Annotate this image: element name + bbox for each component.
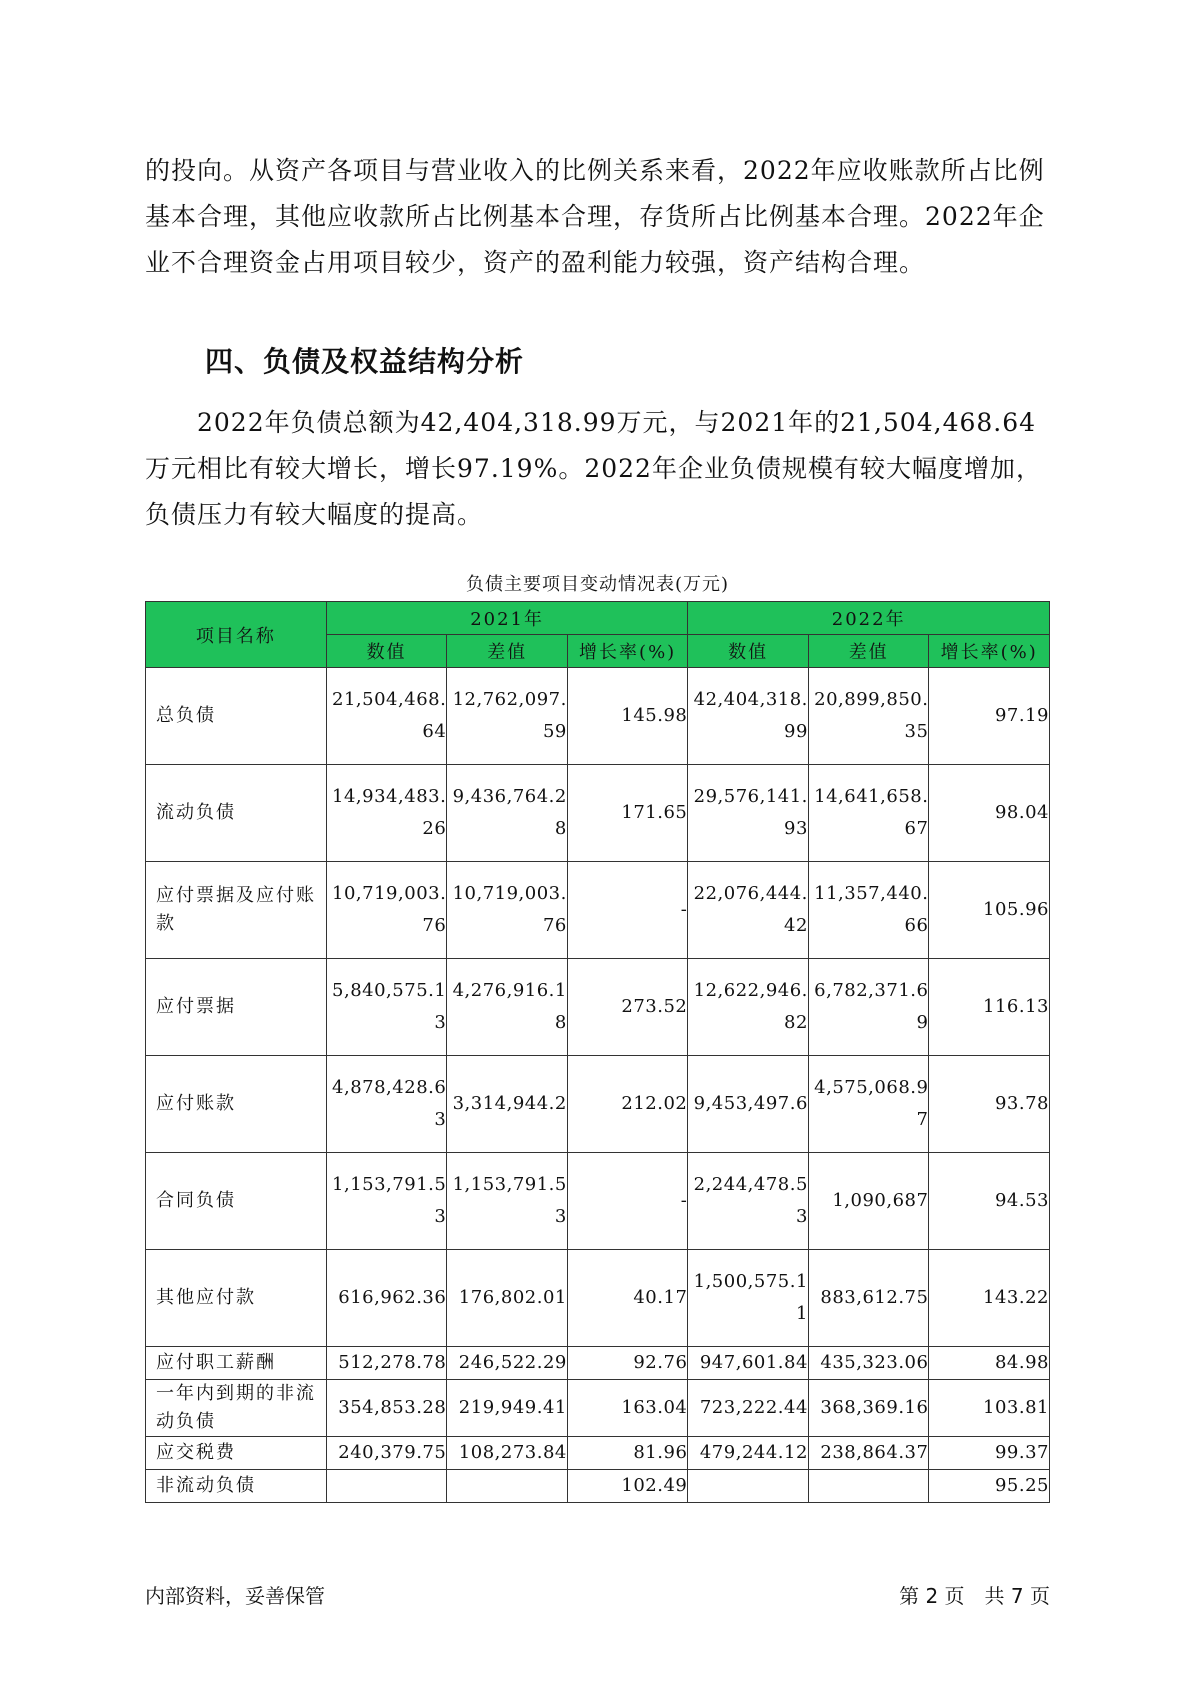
value-2021: 512,278.78 bbox=[326, 1347, 447, 1380]
row-name: 合同负债 bbox=[146, 1153, 327, 1250]
header-diff-2021: 差值 bbox=[447, 635, 568, 668]
header-item-name: 项目名称 bbox=[146, 602, 327, 668]
diff-2022: 435,323.06 bbox=[808, 1347, 929, 1380]
diff-2022: 11,357,440.66 bbox=[808, 862, 929, 959]
diff-2021: 176,802.01 bbox=[447, 1250, 568, 1347]
value-2022 bbox=[688, 1470, 809, 1503]
growth-2022: 84.98 bbox=[929, 1347, 1050, 1380]
row-name: 应付账款 bbox=[146, 1056, 327, 1153]
table-row bbox=[146, 765, 1050, 862]
header-value-2021: 数值 bbox=[326, 635, 447, 668]
footer-confidential-note: 内部资料，妥善保管 bbox=[145, 1584, 325, 1608]
table-row bbox=[146, 1250, 1050, 1347]
table-row bbox=[146, 1380, 1050, 1437]
value-2022: 723,222.44 bbox=[688, 1380, 809, 1437]
footer-page-number: 第 2 页 共 7 页 bbox=[899, 1584, 1050, 1608]
row-name: 应付职工薪酬 bbox=[146, 1347, 327, 1380]
value-2022: 12,622,946.82 bbox=[688, 959, 809, 1056]
growth-2021: - bbox=[567, 1153, 688, 1250]
value-2021: 14,934,483.26 bbox=[326, 765, 447, 862]
diff-2021: 10,719,003.76 bbox=[447, 862, 568, 959]
growth-2021: - bbox=[567, 862, 688, 959]
header-diff-2022: 差值 bbox=[808, 635, 929, 668]
row-name: 流动负债 bbox=[146, 765, 327, 862]
diff-2021: 9,436,764.28 bbox=[447, 765, 568, 862]
growth-2022: 98.04 bbox=[929, 765, 1050, 862]
row-name: 其他应付款 bbox=[146, 1250, 327, 1347]
value-2021: 5,840,575.13 bbox=[326, 959, 447, 1056]
value-2022: 9,453,497.6 bbox=[688, 1056, 809, 1153]
diff-2022: 883,612.75 bbox=[808, 1250, 929, 1347]
diff-2022: 14,641,658.67 bbox=[808, 765, 929, 862]
header-growth-2022: 增长率(%) bbox=[929, 635, 1050, 668]
table-row bbox=[146, 668, 1050, 765]
diff-2021: 246,522.29 bbox=[447, 1347, 568, 1380]
growth-2021: 40.17 bbox=[567, 1250, 688, 1347]
table-row bbox=[146, 959, 1050, 1056]
value-2021: 4,878,428.63 bbox=[326, 1056, 447, 1153]
growth-2022: 116.13 bbox=[929, 959, 1050, 1056]
value-2022: 1,500,575.11 bbox=[688, 1250, 809, 1347]
diff-2021: 1,153,791.53 bbox=[447, 1153, 568, 1250]
body-paragraph-1: 的投向。从资产各项目与营业收入的比例关系来看，2022年应收账款所占比例基本合理，其他应收款所占比例基本合理，存货所占比例基本合理。2022年企业不合理资金占用项目较少，资产的盈利能力较强，资产结构合理。 bbox=[145, 156, 1045, 277]
growth-2022: 105.96 bbox=[929, 862, 1050, 959]
table-row bbox=[146, 1347, 1050, 1380]
section-heading: 四、负债及权益结构分析 bbox=[205, 345, 525, 378]
value-2021: 1,153,791.53 bbox=[326, 1153, 447, 1250]
growth-2021: 273.52 bbox=[567, 959, 688, 1056]
growth-2021: 92.76 bbox=[567, 1347, 688, 1380]
growth-2021: 163.04 bbox=[567, 1380, 688, 1437]
value-2022: 2,244,478.53 bbox=[688, 1153, 809, 1250]
row-name: 总负债 bbox=[146, 668, 327, 765]
value-2022: 22,076,444.42 bbox=[688, 862, 809, 959]
table-row bbox=[146, 1470, 1050, 1503]
liability-table bbox=[145, 601, 1050, 1503]
table-row bbox=[146, 1056, 1050, 1153]
value-2022: 947,601.84 bbox=[688, 1347, 809, 1380]
diff-2022: 20,899,850.35 bbox=[808, 668, 929, 765]
growth-2022: 95.25 bbox=[929, 1470, 1050, 1503]
growth-2022: 94.53 bbox=[929, 1153, 1050, 1250]
diff-2022: 6,782,371.69 bbox=[808, 959, 929, 1056]
growth-2022: 143.22 bbox=[929, 1250, 1050, 1347]
growth-2021: 81.96 bbox=[567, 1437, 688, 1470]
row-name: 应付票据 bbox=[146, 959, 327, 1056]
value-2022: 42,404,318.99 bbox=[688, 668, 809, 765]
diff-2022: 238,864.37 bbox=[808, 1437, 929, 1470]
value-2022: 479,244.12 bbox=[688, 1437, 809, 1470]
header-value-2022: 数值 bbox=[688, 635, 809, 668]
value-2021: 616,962.36 bbox=[326, 1250, 447, 1347]
row-name: 一年内到期的非流动负债 bbox=[146, 1380, 327, 1437]
diff-2021: 4,276,916.18 bbox=[447, 959, 568, 1056]
table-row bbox=[146, 1153, 1050, 1250]
diff-2021: 108,273.84 bbox=[447, 1437, 568, 1470]
table-caption: 负债主要项目变动情况表(万元) bbox=[465, 574, 730, 595]
diff-2021 bbox=[447, 1470, 568, 1503]
header-year-2022: 2022年 bbox=[688, 602, 1050, 635]
diff-2021: 219,949.41 bbox=[447, 1380, 568, 1437]
growth-2021: 171.65 bbox=[567, 765, 688, 862]
diff-2022: 1,090,687 bbox=[808, 1153, 929, 1250]
diff-2022: 368,369.16 bbox=[808, 1380, 929, 1437]
growth-2021: 102.49 bbox=[567, 1470, 688, 1503]
row-name: 非流动负债 bbox=[146, 1470, 327, 1503]
row-name: 应交税费 bbox=[146, 1437, 327, 1470]
table-row bbox=[146, 862, 1050, 959]
diff-2021: 3,314,944.2 bbox=[447, 1056, 568, 1153]
diff-2022 bbox=[808, 1470, 929, 1503]
growth-2021: 212.02 bbox=[567, 1056, 688, 1153]
value-2021: 21,504,468.64 bbox=[326, 668, 447, 765]
header-year-2021: 2021年 bbox=[326, 602, 688, 635]
growth-2022: 103.81 bbox=[929, 1380, 1050, 1437]
growth-2022: 93.78 bbox=[929, 1056, 1050, 1153]
value-2021: 10,719,003.76 bbox=[326, 862, 447, 959]
row-name: 应付票据及应付账款 bbox=[146, 862, 327, 959]
value-2021 bbox=[326, 1470, 447, 1503]
diff-2022: 4,575,068.97 bbox=[808, 1056, 929, 1153]
growth-2022: 97.19 bbox=[929, 668, 1050, 765]
value-2021: 240,379.75 bbox=[326, 1437, 447, 1470]
value-2021: 354,853.28 bbox=[326, 1380, 447, 1437]
diff-2021: 12,762,097.59 bbox=[447, 668, 568, 765]
body-paragraph-2: 2022年负债总额为42,404,318.99万元，与2021年的21,504,468.64万元相比有较大增长，增长97.19%。2022年企业负债规模有较大幅度增加，负债压力有较大幅度的提高。 bbox=[145, 408, 1042, 529]
table-row bbox=[146, 1437, 1050, 1470]
header-growth-2021: 增长率(%) bbox=[567, 635, 688, 668]
growth-2021: 145.98 bbox=[567, 668, 688, 765]
growth-2022: 99.37 bbox=[929, 1437, 1050, 1470]
value-2022: 29,576,141.93 bbox=[688, 765, 809, 862]
